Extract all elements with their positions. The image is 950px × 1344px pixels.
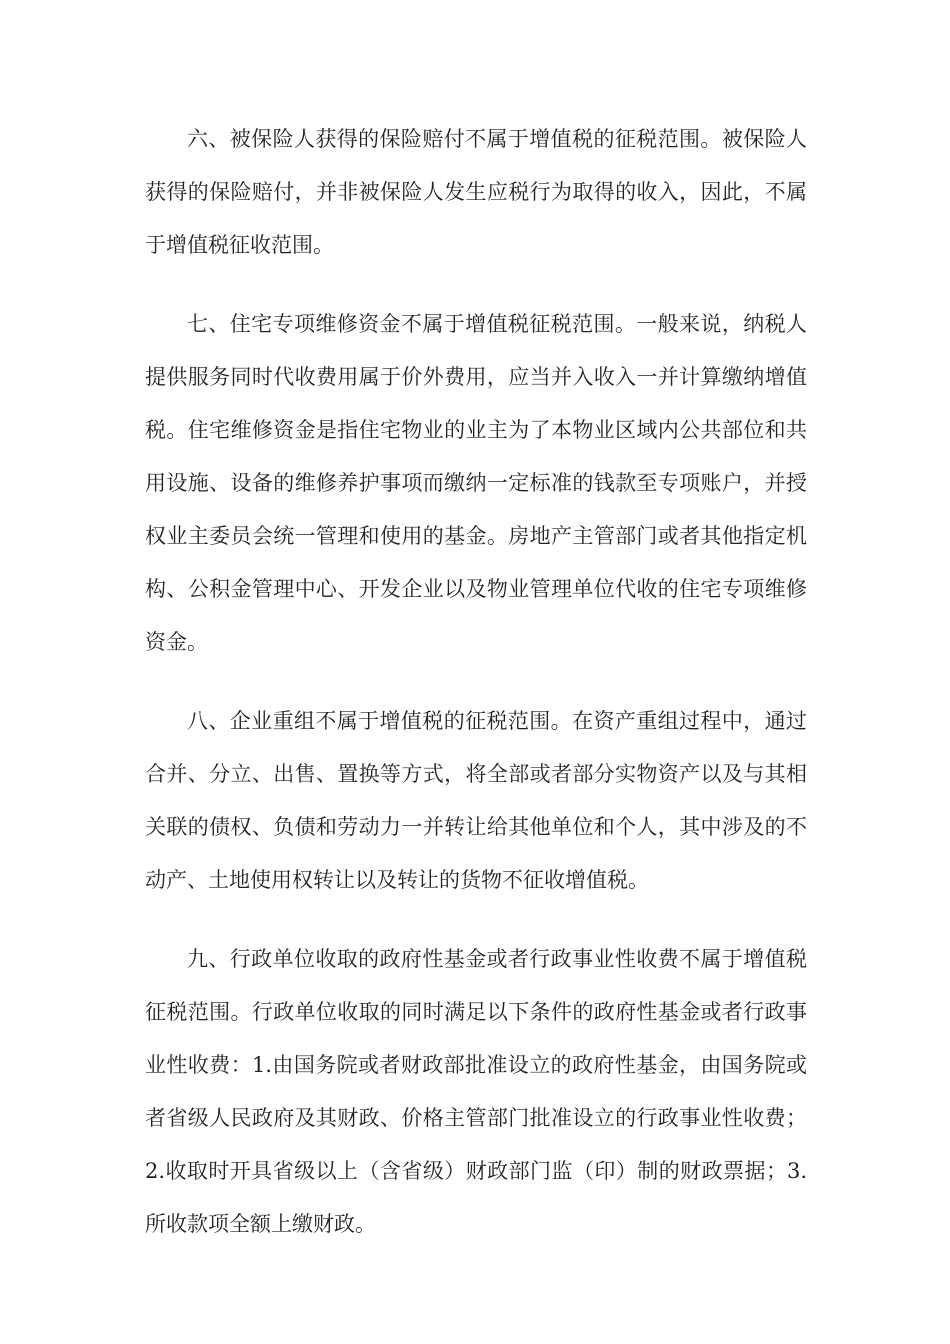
paragraph-six: 六、被保险人获得的保险赔付不属于增值税的征税范围。被保险人获得的保险赔付，并非被保险人发生应税行为取得的收入，因此，不属于增值税征收范围。 [145, 127, 807, 257]
document-body [145, 113, 807, 1277]
paragraph-nine: 九、行政单位收取的政府性基金或者行政事业性收费不属于增值税征税范围。行政单位收取的同时满足以下条件的政府性基金或者行政事业性收费：1.由国务院或者财政部批准设立的政府性基金，由国务院或者省级人民政府及其财政、价格主管部门批准设立的行政事业性收费；2.收取时开具省级以上（含省级）财政部门监（印）制的财政票据；3.所收款项全额上缴财政。 [145, 947, 807, 1236]
paragraph-seven: 七、住宅专项维修资金不属于增值税征税范围。一般来说，纳税人提供服务同时代收费用属于价外费用，应当并入收入一并计算缴纳增值税。住宅维修资金是指住宅物业的业主为了本物业区域内公共部位和共用设施、设备的维修养护事项而缴纳一定标准的钱款至专项账户，并授权业主委员会统一管理和使用的基金。房地产主管部门或者其他指定机构、公积金管理中心、开发企业以及物业管理单位代收的住宅专项维修资金。 [145, 312, 807, 654]
paragraph-eight: 八、企业重组不属于增值税的征税范围。在资产重组过程中，通过合并、分立、出售、置换等方式，将全部或者部分实物资产以及与其相关联的债权、负债和劳动力一并转让给其他单位和个人，其中涉及的不动产、土地使用权转让以及转让的货物不征收增值税。 [145, 709, 807, 892]
